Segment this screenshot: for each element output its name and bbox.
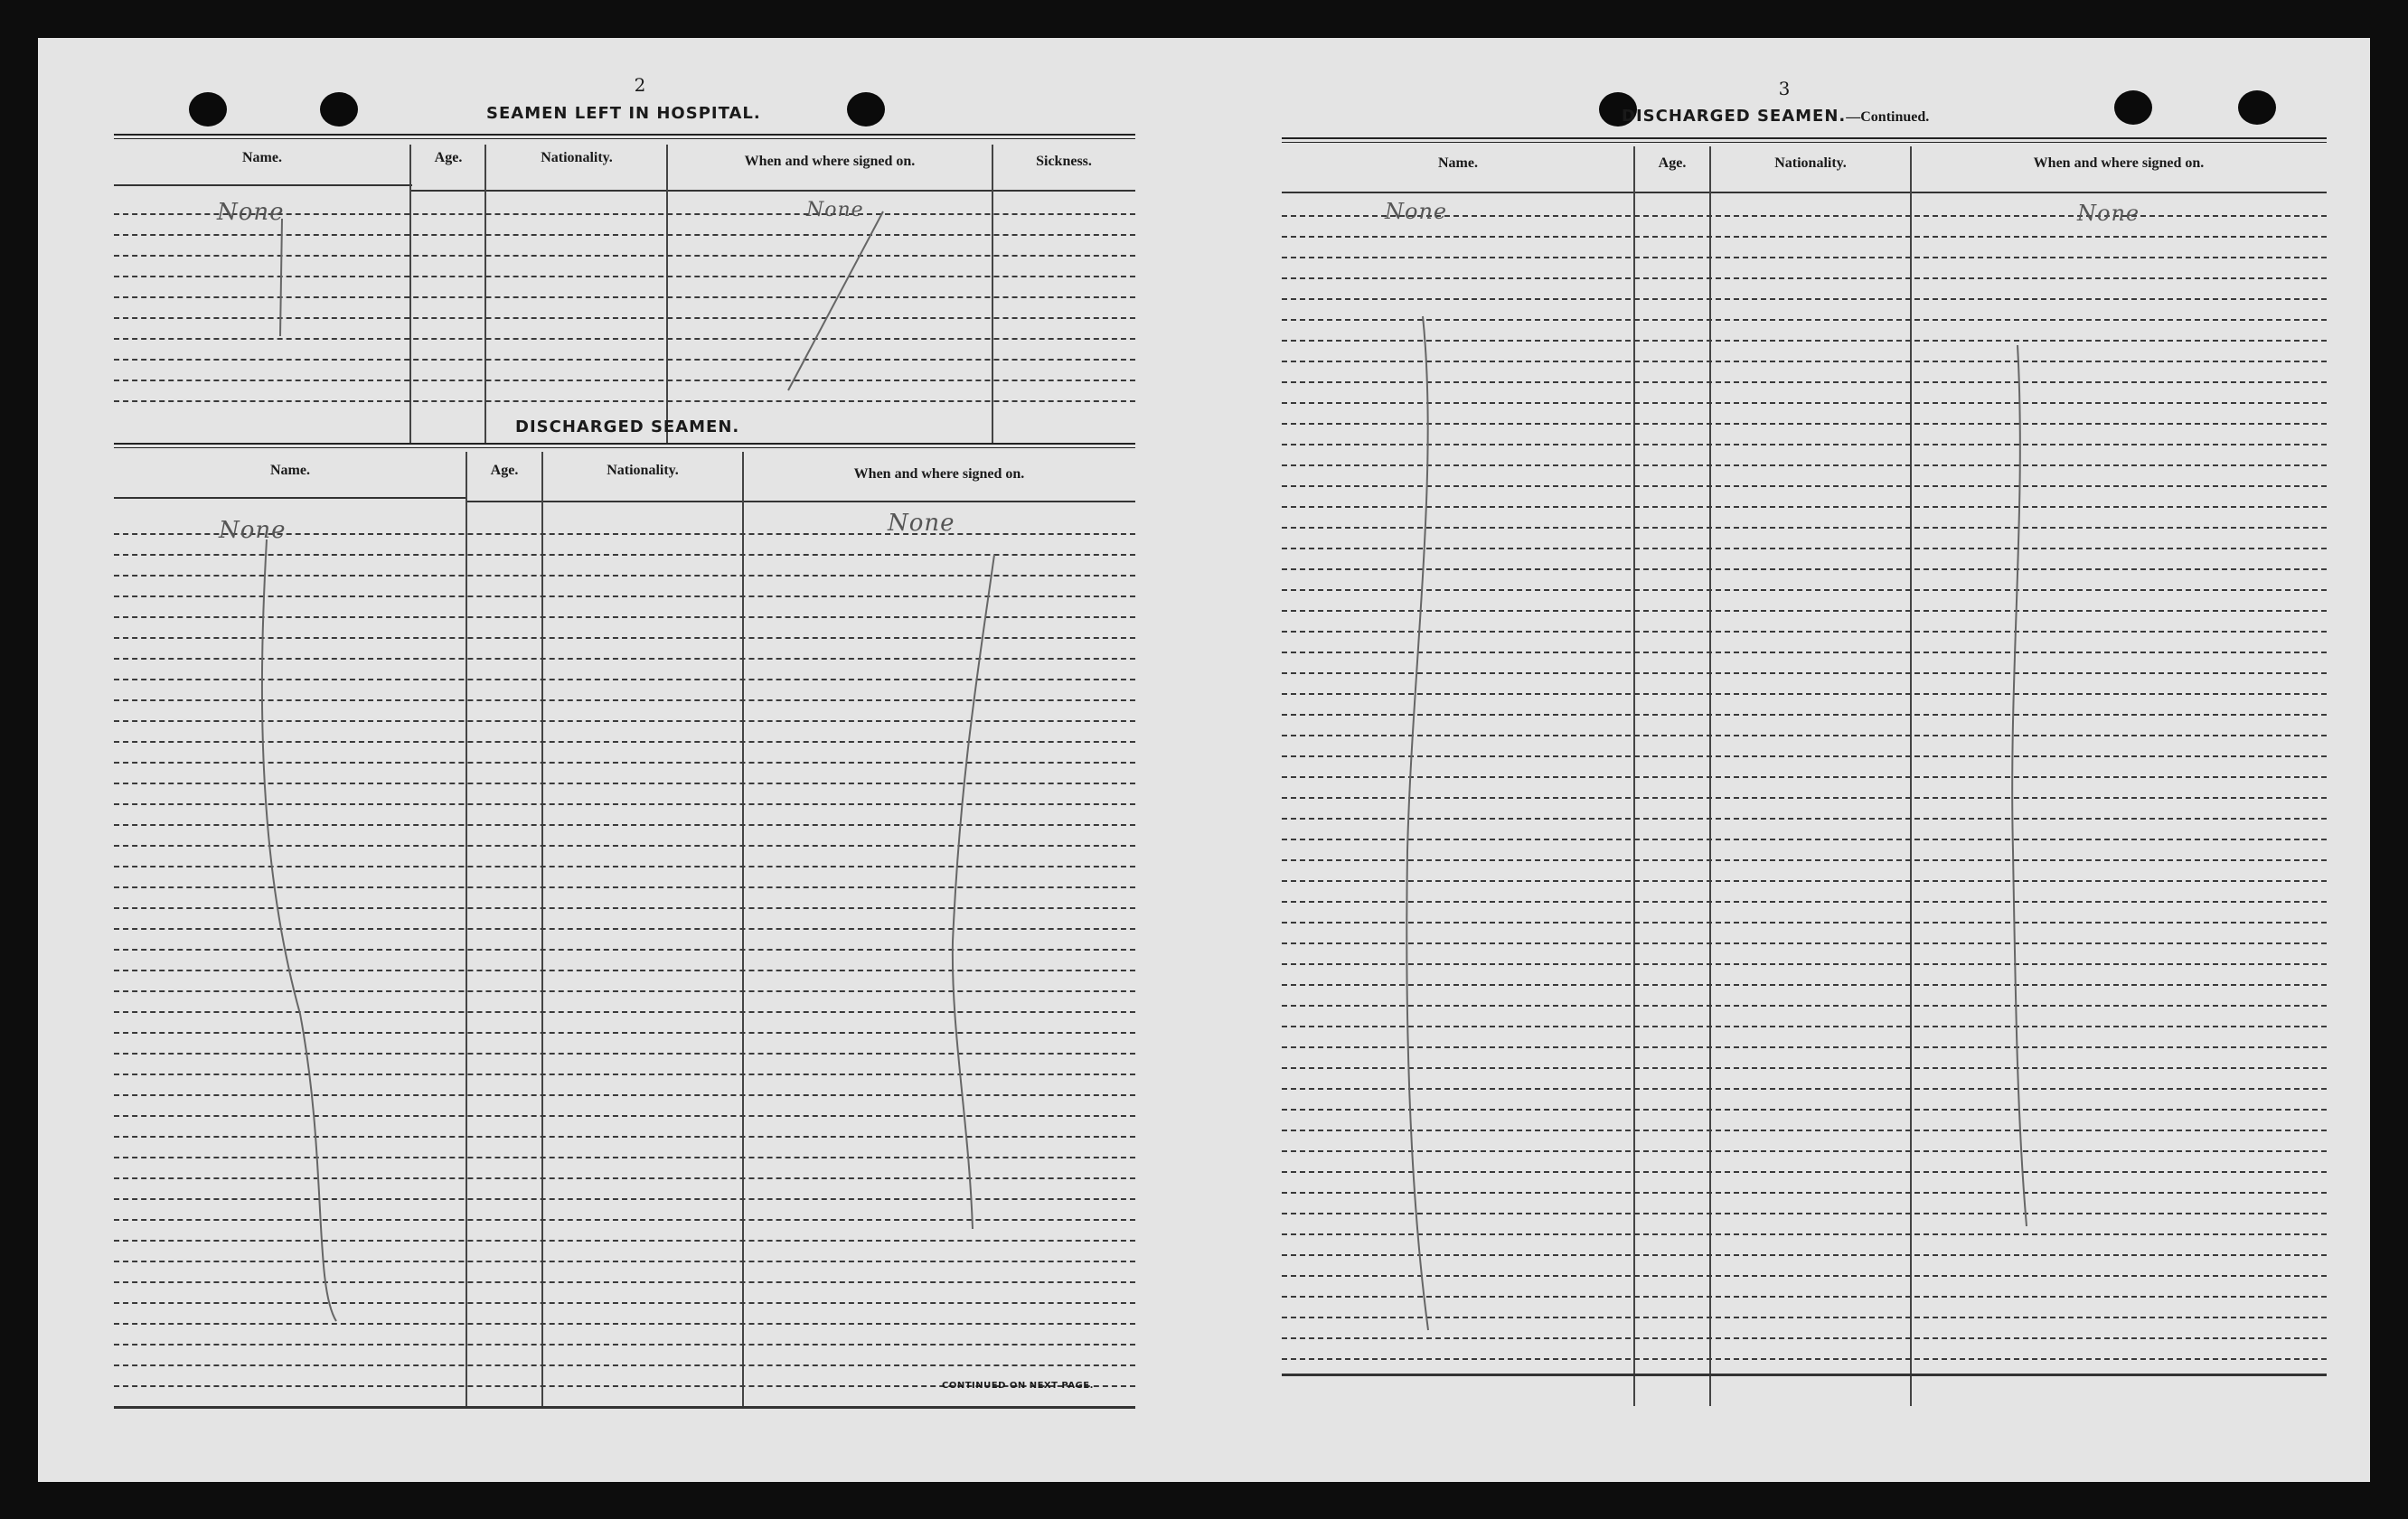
continued-note: CONTINUED ON NEXT PAGE. [942, 1381, 1094, 1391]
col-header-age: Age. [434, 150, 463, 165]
title-main: DISCHARGED SEAMEN. [1622, 107, 1847, 126]
hospital-section-title: SEAMEN LEFT IN HOSPITAL. [486, 104, 761, 123]
handwritten-none-discharged-name: None [219, 517, 287, 544]
col-header-age: Age. [490, 463, 519, 478]
document-sheet [38, 38, 2370, 1482]
col-header-name: Name. [1438, 155, 1478, 171]
handwritten-none-right-when: None [2077, 201, 2140, 226]
page-number-right: 3 [1778, 78, 1791, 99]
pencil-strikethrough-lines [38, 38, 2370, 1482]
col-header-when-where: When and where signed on. [744, 154, 916, 169]
col-header-when-where: When and where signed on. [853, 466, 1025, 482]
title-continued: —Continued. [1846, 109, 1930, 125]
col-header-name: Name. [242, 150, 282, 165]
handwritten-none-right-name: None [1385, 199, 1448, 224]
col-header-name: Name. [270, 463, 310, 478]
col-header-sickness: Sickness. [1036, 154, 1092, 169]
col-header-nationality: Nationality. [541, 150, 613, 165]
col-header-nationality: Nationality. [607, 463, 679, 478]
handwritten-none-discharged-when: None [888, 510, 955, 537]
col-header-nationality: Nationality. [1774, 155, 1847, 171]
handwritten-none-hospital-when: None [806, 199, 864, 221]
col-header-when-where: When and where signed on. [2033, 155, 2205, 171]
col-header-age: Age. [1658, 155, 1687, 171]
discharged-section-title: DISCHARGED SEAMEN. [515, 417, 740, 436]
handwritten-none-hospital-name: None [217, 199, 285, 226]
page-number-left: 2 [634, 74, 646, 96]
